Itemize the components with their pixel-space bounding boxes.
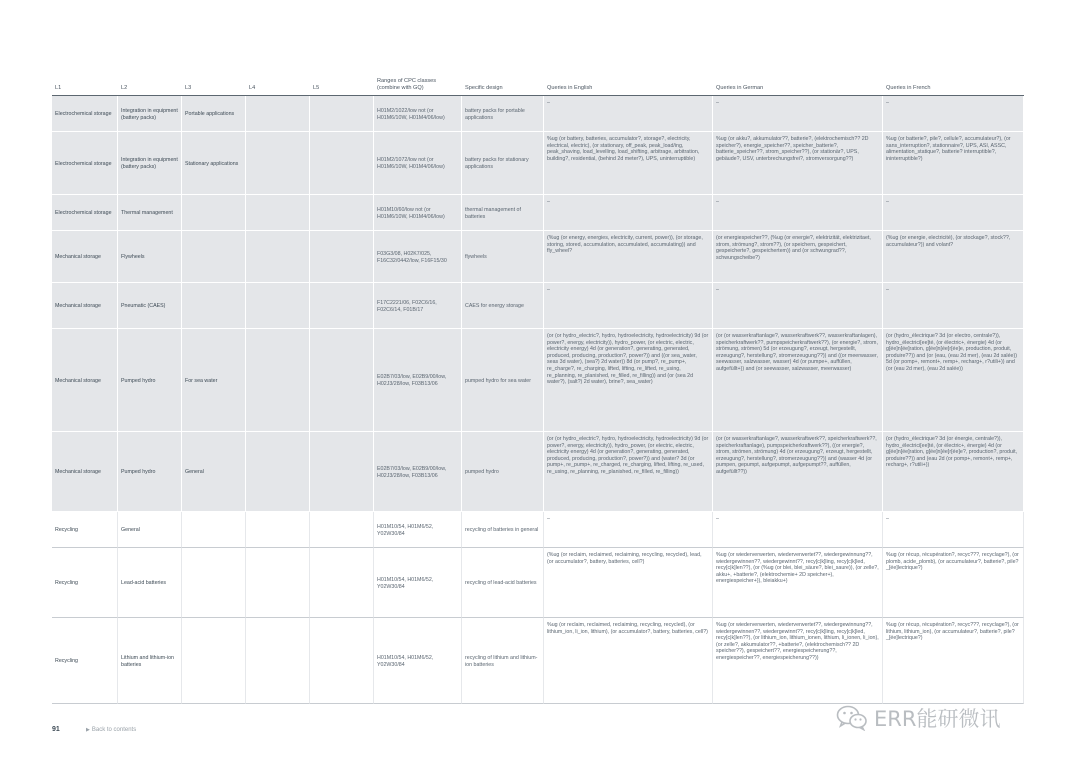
table-row	[52, 231, 1024, 283]
design-cell: CAES for energy storage	[462, 283, 544, 329]
l2-cell: Pumped hydro	[118, 329, 182, 432]
cpc-cell: H01M10/54, H01M6/52, Y02W30/84	[374, 548, 462, 618]
l3-cell	[182, 231, 246, 283]
query-de-cell: (or energiespeicher??, (%ug (or energie?, elektrizität, elektrizitaet, strom, strömung?, strom??), (or speichern, gespeichert, gespeicherte?, gespeichertem)) and (or schwungrad??, schwungscheibe?)	[713, 231, 883, 283]
l4-cell	[246, 132, 310, 195]
l3-cell	[182, 512, 246, 548]
column-header: L4	[246, 76, 310, 96]
query-de-cell: %ug (or akku?, akkumulator??, batterie?, (elektrochemisch?? 2D speicher?), energie_speicher??, speicher_batterie?, batterie_speicher??, strom_speicher??), (or stationär?, UPS, gebäude?, USV, unterbrechungsfrei?, stromversorgung??)	[713, 132, 883, 195]
cpc-cell: H01M10/54, H01M6/52, Y02W30/84	[374, 618, 462, 704]
l1-cell: Mechanical storage	[52, 329, 118, 432]
query-fr-cell: –	[883, 512, 1024, 548]
l1-cell: Electrochemical storage	[52, 132, 118, 195]
table-body	[52, 96, 1024, 704]
table-row	[52, 512, 1024, 548]
l2-cell: Pumped hydro	[118, 432, 182, 512]
l4-cell	[246, 231, 310, 283]
cpc-cell: F03G3/08, H02K7/025, F16C32/0442/low, F16F15/30	[374, 231, 462, 283]
table-row	[52, 618, 1024, 704]
back-to-contents-label: Back to contents	[91, 727, 137, 733]
l3-cell	[182, 283, 246, 329]
cpc-cell: E02B7/03/low, E02B9/00/low, H02J3/28/low, F03B13/06	[374, 432, 462, 512]
l5-cell	[310, 432, 374, 512]
column-header: Queries in French	[883, 76, 1024, 96]
l1-cell: Mechanical storage	[52, 231, 118, 283]
l4-cell	[246, 329, 310, 432]
column-header: L3	[182, 76, 246, 96]
wechat-icon	[836, 705, 868, 731]
query-en-cell: %ug (or reclaim, reclaimed, reclaiming, recycling, recycled), (or lithium_ion, li_ion, lithium), (or accumulator?, battery, batteries, cell?)	[544, 618, 713, 704]
l5-cell	[310, 96, 374, 132]
l3-cell	[182, 195, 246, 231]
l4-cell	[246, 618, 310, 704]
back-to-contents-link[interactable]	[86, 727, 136, 733]
l1-cell: Electrochemical storage	[52, 195, 118, 231]
query-en-cell: (%ug (or energy, energies, electricity, current, power)), (or storage, storing, stored, accumulation, accumulated, accumulating)) and fly_wheel?	[544, 231, 713, 283]
l5-cell	[310, 512, 374, 548]
query-de-cell: (or (or wasserkraftanlage?, wasserkraftwerk??, speicherkraftwerk??, speicherkraftanlage), pumpspeicherkraftwerk??), ((or energie?, strom, strömen, strömung) 4d (or erzeugung?, erzeugt, hergestellt, erzeugung?, herstellung?, stromerzeugung??)) and (wasser 4d (or pumpen, gepumpt, aufgepumpt, aufgepumpt??, auffüllen, aufgefüllt??))	[713, 432, 883, 512]
l1-cell: Recycling	[52, 512, 118, 548]
query-fr-cell: –	[883, 195, 1024, 231]
column-header: Queries in English	[544, 76, 713, 96]
l2-cell: Flywheels	[118, 231, 182, 283]
l4-cell	[246, 548, 310, 618]
query-fr-cell: %ug (or récup, récupération?, recyc???, recyclage?), (or lithium, lithium_ion), (or accumulateur?, batterie?, pile?_[ée]lectrique?)	[883, 618, 1024, 704]
cpc-cell: F17C2221/06, F02C6/16, F02C6/14, F01B/17	[374, 283, 462, 329]
l1-cell: Mechanical storage	[52, 432, 118, 512]
l3-cell: General	[182, 432, 246, 512]
table-row	[52, 195, 1024, 231]
column-header: L5	[310, 76, 374, 96]
l2-cell: Thermal management	[118, 195, 182, 231]
l1-cell: Recycling	[52, 618, 118, 704]
query-fr-cell: %ug (or batterie?, pile?, cellule?, accumulateur?), (or sans_interruption?, stationnaire?, UPS, ASI, ASSC, alimentation_statique?, batterie? interruptible?, ininterruptible?)	[883, 132, 1024, 195]
query-fr-cell: %ug (or récup, récupération?, recyc???, recyclage?), (or plomb, acide_plomb), (or accumulateur?, batterie?, pile?_[ée]lectrique?)	[883, 548, 1024, 618]
query-de-cell: %ug (or wiederverwerten, wiederverwertet??, wiedergewinnung??, wiedergewinnen??, wiedergewinnt??, recy[c|k]ling, recy[c|k]led, recy[c|k]len??), (or lithium_ion, lithium_ionen, lithium, li_ionen, li_ion), (or zelle?, akkumulator??, +batterie?, (elektrochemisch?? 2D speicher??), gespeichert??, energiespeicherung??, energiespeicher??, energiespeicherung??))	[713, 618, 883, 704]
query-en-cell: –	[544, 195, 713, 231]
l5-cell	[310, 231, 374, 283]
query-en-cell: %ug (or battery, batteries, accumulator?, storage?, electricity, electrical, electric), (or stationary, off_peak, peak_load/ing, peak_shaving, load_levelling, load_shifting, arbitrage, arbitration, building?, residential, (behind 2d meter?), UPS, uninterruptible)	[544, 132, 713, 195]
query-fr-cell: –	[883, 96, 1024, 132]
triangle-right-icon: ▶	[86, 727, 90, 733]
query-de-cell: –	[713, 283, 883, 329]
column-header: Specific design	[462, 76, 544, 96]
cpc-cell: H01M2/1022/low not (or H01M6/10W, H01M4/06/low)	[374, 96, 462, 132]
query-de-cell: (or (or wasserkraftanlage?, wasserkraftwerk??, wasserkraftanlagen), speicherkraftwerk??, pumpspeicherkraftwerk??), (or energie?, strom, strömung, strömen) 5d (or erzeugung?, erzeugt, hergestellt, erzeugung?, herstellung?, stromerzeugung??)) and ((or meerwasser, seewasser, salzwasser, wasser) 4d (or pumpe+, auffüllen, aufgefüllt+)) and (or seewasser, salzwasser, meerwasser)	[713, 329, 883, 432]
query-fr-cell: (or (hydro_électrique? 3d (or electro, centrale?)), hydro_électrici[ee]té, (or électric+, énergie) 4d (or g[ée]n[ée]ration, g[ée]n[ée]r[ée]e, production, produit, produire??)) and (or (eau, (eau 2d mer), (eau 2d salée)) 5d (or pomp+, remont+, remp+, recharg+, r?utili+)) and (or (eau 2d mer), (eau 2d salée))	[883, 329, 1024, 432]
l3-cell	[182, 548, 246, 618]
design-cell: pumped hydro	[462, 432, 544, 512]
l5-cell	[310, 329, 374, 432]
table-row	[52, 432, 1024, 512]
query-en-cell: (%ug (or reclaim, reclaimed, reclaiming, recycling, recycled), lead, (or accumulator?, battery, batteries, cell?)	[544, 548, 713, 618]
l4-cell	[246, 512, 310, 548]
l2-cell: Integration in equipment (battery packs)	[118, 132, 182, 195]
l4-cell	[246, 283, 310, 329]
cpc-cell: H01M10/60/low not (or H01M6/10W, H01M4/06/low)	[374, 195, 462, 231]
l1-cell: Mechanical storage	[52, 283, 118, 329]
page-number: 91	[52, 726, 60, 733]
table-row	[52, 548, 1024, 618]
design-cell: pumped hydro for sea water	[462, 329, 544, 432]
l2-cell: Lead-acid batteries	[118, 548, 182, 618]
l4-cell	[246, 432, 310, 512]
table-header	[52, 76, 1024, 96]
design-cell: recycling of batteries in general	[462, 512, 544, 548]
l5-cell	[310, 195, 374, 231]
query-fr-cell: (%ug (or energie, electricité), (or stockage?, stock??, accumulateur?)) and volant?	[883, 231, 1024, 283]
l5-cell	[310, 618, 374, 704]
l3-cell: Stationary applications	[182, 132, 246, 195]
l5-cell	[310, 132, 374, 195]
data-table	[52, 76, 1024, 704]
query-en-cell: (or (or hydro_electric?, hydro, hydroelectricity, hydroelectricity) 9d (or power?, energy, electricity)), hydro_power, (or electric, electric, electricity energy) 4d (or generation?, generating, generated, produced, producing, production?, power?)) and ((or sea_water, seas 3d water), (sea?) 2d water)) 8d (or pump?, re_pump+, re_charge?, re_charging, lifted, lifting, re_lifted, re_using, re_planning, re_planished, re_filled, re_filling)) and (or (sea 2d water?), (salt?) 2d water), brine?, sea_water)	[544, 329, 713, 432]
l5-cell	[310, 283, 374, 329]
l2-cell: Lithium and lithium-ion batteries	[118, 618, 182, 704]
design-cell: recycling of lead-acid batteries	[462, 548, 544, 618]
design-cell: recycling of lithium and lithium-ion batteries	[462, 618, 544, 704]
table-row	[52, 132, 1024, 195]
column-header: L1	[52, 76, 118, 96]
watermark-text: ERR能研微讯	[874, 707, 1001, 731]
l3-cell: Portable applications	[182, 96, 246, 132]
l2-cell: General	[118, 512, 182, 548]
cpc-cell: H01M10/54, H01M6/52, Y02W30/84	[374, 512, 462, 548]
l2-cell: Integration in equipment (battery packs)	[118, 96, 182, 132]
cpc-cell: H01M2/1072/low not (or H01M6/10W, H01M4/06/low)	[374, 132, 462, 195]
query-fr-cell: –	[883, 283, 1024, 329]
query-de-cell: %ug (or wiederverwerten, wiederverwertet??, wiedergewinnung??, wiedergewinnen??, wiedergewinnt??, recy[c|k]ling, recy[c|k]led, recy[c|k]len??), (or (%ug (or blei, blei_säure?, blei_saure)), (or zelle?, akku+, +batterie?, (elektrochemie+ 2D speicher+), energiespeicher+)), bleiakku+)	[713, 548, 883, 618]
cpc-cell: E02B7/03/low, E02B9/00/low, H02J3/28/low, F03B13/06	[374, 329, 462, 432]
column-header: Queries in German	[713, 76, 883, 96]
column-header: Ranges of CPC classes (combine with GQ)	[374, 76, 462, 96]
l3-cell	[182, 618, 246, 704]
l2-cell: Pneumatic (CAES)	[118, 283, 182, 329]
l5-cell	[310, 548, 374, 618]
l4-cell	[246, 195, 310, 231]
watermark	[836, 703, 1000, 733]
column-header: L2	[118, 76, 182, 96]
l3-cell: For sea water	[182, 329, 246, 432]
query-en-cell: –	[544, 283, 713, 329]
table-row	[52, 283, 1024, 329]
query-de-cell: –	[713, 512, 883, 548]
query-en-cell: (or (or hydro_electric?, hydro, hydroelectricity, hydroelectricity) 9d (or power?, energy, electricity)), hydro_power, (or electric, electric, electricity energy) 4d (or generation?, generating, generated, produced, producing, production?, power?)) and (water? 3d (or pump+, re_pump+, re_charged, re_charging, lifted, lifting, re_used, re_using, re_planning, re_planished, re_filled, re_filling))	[544, 432, 713, 512]
query-fr-cell: (or (hydro_électrique? 3d (or énergie, centrale?)), hydro_électrici[ee]té, (or électric+, énergie) 4d (or g[ée]n[ée]ration, g[ée]n[ée]r[ée]e?, production?, produit, produire??)) and (eau 2d (or pomp+, remont+, remp+, recharg+, r?utili+))	[883, 432, 1024, 512]
l1-cell: Electrochemical storage	[52, 96, 118, 132]
design-cell: battery packs for portable applications	[462, 96, 544, 132]
l1-cell: Recycling	[52, 548, 118, 618]
l4-cell	[246, 96, 310, 132]
design-cell: thermal management of batteries	[462, 195, 544, 231]
query-en-cell: –	[544, 96, 713, 132]
table-row	[52, 329, 1024, 432]
design-cell: battery packs for stationary applications	[462, 132, 544, 195]
query-de-cell: –	[713, 96, 883, 132]
query-de-cell: –	[713, 195, 883, 231]
query-en-cell: –	[544, 512, 713, 548]
table-row	[52, 96, 1024, 132]
design-cell: flywheels	[462, 231, 544, 283]
